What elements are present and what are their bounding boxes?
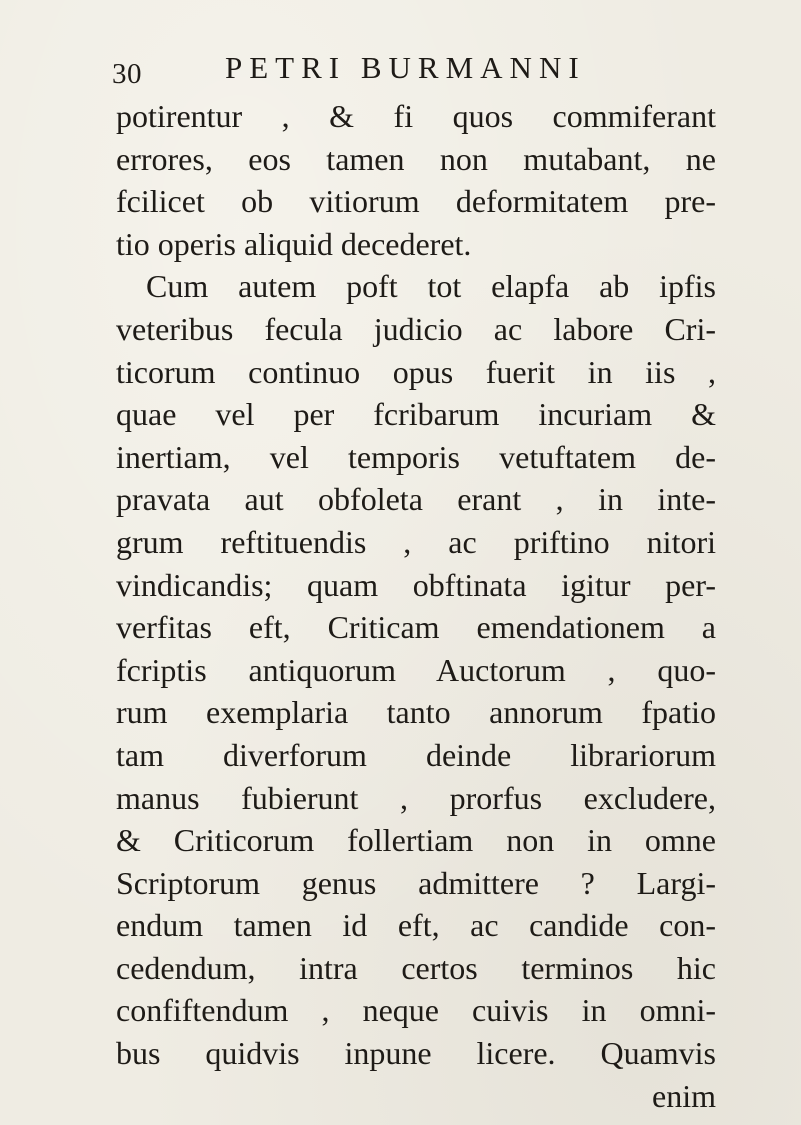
text-line: grum reftituendis , ac priftino nitori [116, 523, 716, 560]
text-line: confiftendum , neque cuivis in omni- [116, 992, 716, 1029]
text-line: veteribus fecula judicio ac labore Cri- [116, 310, 716, 347]
running-head [112, 50, 672, 94]
body-text [116, 95, 716, 1117]
text-line: & Criticorum follertiam non in omne [116, 822, 716, 859]
text-line: bus quidvis inpune licere. Quamvis [116, 1035, 716, 1072]
text-line: vindicandis; quam obftinata igitur per- [116, 566, 716, 603]
text-line: potirentur , & fi quos commiferant [116, 98, 716, 134]
page-number: 30 [112, 58, 142, 90]
catchword: enim [652, 1077, 716, 1114]
text-line: Cum autem poft tot elapfa ab ipfis [146, 268, 716, 305]
running-title: PETRI BURMANNI [225, 50, 586, 85]
text-line: fcilicet ob vitiorum deformitatem pre- [116, 183, 716, 220]
text-line: pravata aut obfoleta erant , in inte- [116, 481, 716, 518]
text-line: Scriptorum genus admittere ? Largi- [116, 864, 716, 901]
text-line: quae vel per fcribarum incuriam & [116, 396, 716, 433]
text-line: manus fubierunt , prorfus excludere, [116, 779, 716, 816]
text-line: tio operis aliquid decederet. [116, 225, 472, 262]
text-line: errores, eos tamen non mutabant, ne [116, 140, 716, 177]
text-line: inertiam, vel temporis vetuftatem de- [116, 438, 716, 475]
text-line: fcriptis antiquorum Auctorum , quo- [116, 651, 716, 688]
text-line: verfitas eft, Criticam emendationem a [116, 609, 716, 646]
text-line: rum exemplaria tanto annorum fpatio [116, 694, 716, 731]
text-line: cedendum, intra certos terminos hic [116, 949, 716, 986]
text-line: tam diverforum deinde librariorum [116, 736, 716, 773]
text-line: endum tamen id eft, ac candide con- [116, 907, 716, 944]
text-line: ticorum continuo opus fuerit in iis , [116, 353, 716, 390]
